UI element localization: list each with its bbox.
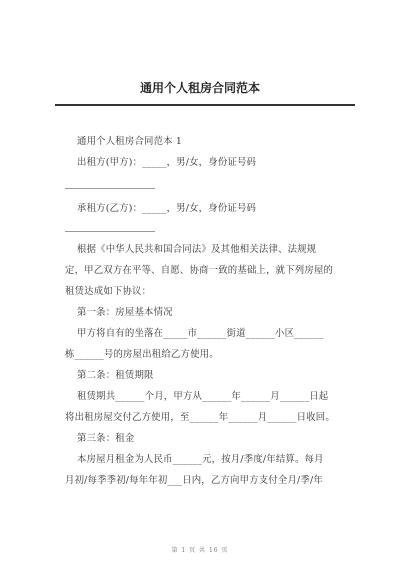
intro-line-1: 根据《中华人民共和国合同法》及其他相关法律、法规规 xyxy=(77,244,317,255)
article-1-line-2: 栋______号的房屋出租给乙方使用。 xyxy=(65,349,219,360)
lessee-id-blank xyxy=(65,231,155,232)
article-1-title: 第一条：房屋基本情况 xyxy=(77,307,173,318)
lessee-line: 承租方(乙方)：_____，男/女，身份证号码 xyxy=(77,203,257,214)
article-3-line-2: 月初/每季季初/每年年初___日内，乙方向甲方支付全月/季/年 xyxy=(65,475,323,486)
article-3-title: 第三条：租金 xyxy=(77,433,135,444)
article-1-line-1: 甲方将自有的坐落在_____市______街道______小区______ xyxy=(77,328,324,339)
article-3-line-1: 本房屋月租金为人民币______元，按月/季度/年结算。每月 xyxy=(77,454,324,465)
lessor-id-blank xyxy=(65,188,155,189)
title-divider xyxy=(55,104,355,106)
page-footer: 第 1 页 共 16 页 xyxy=(171,547,229,554)
section-heading: 通用个人租房合同范本 1 xyxy=(77,136,183,147)
document-title: 通用个人租房合同范本 xyxy=(139,81,260,95)
article-2-line-1: 租赁期共______个月，甲方从______年______月______日起 xyxy=(77,391,329,402)
article-2-line-2: 将出租房屋交付乙方使用，至______年______月______日收回。 xyxy=(65,412,335,423)
intro-line-3: 租赁达成如下协议： xyxy=(65,286,152,297)
intro-line-2: 定，甲乙双方在平等、自愿、协商一致的基础上，就下列房屋的 xyxy=(65,265,334,276)
lessor-line: 出租方(甲方)：_____，男/女，身份证号码 xyxy=(77,157,257,168)
article-2-title: 第二条：租赁期限 xyxy=(77,370,154,381)
